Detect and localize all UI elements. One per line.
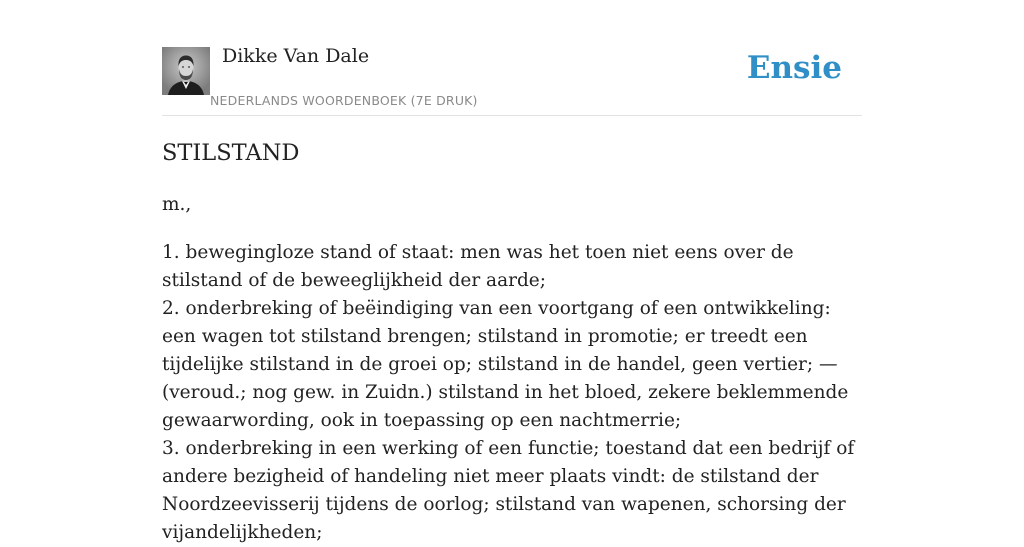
entry-title: STILSTAND: [162, 140, 300, 166]
source-avatar[interactable]: [162, 47, 210, 95]
source-header: [162, 0, 862, 116]
part-of-speech: m.,: [162, 194, 192, 215]
definition-item: 2. onderbreking of beëindiging van een voortgang of een ontwikkeling: een wagen tot stilstand brengen; stilstand in promotie; er treedt een tijdelijke stilstand in de groei op; stilstand in de handel, geen vertier; — (veroud.; nog gew. in Zuidn.) stilstand in het bloed, zekere beklemmende gewaarwording, ook in toepassing op een nachtmerrie;: [162, 298, 849, 431]
portrait-icon: [162, 47, 210, 95]
source-name[interactable]: Dikke Van Dale: [222, 45, 370, 67]
definition-item: 3. onderbreking in een werking of een functie; toestand dat een bedrijf of andere bezigheid of handeling niet meer plaats vindt: de stilstand der Noordzeevisserij tijdens de oorlog; stilstand van wapenen, schorsing der vijandelijkheden;: [162, 438, 855, 543]
definition-list: [162, 239, 866, 547]
definition-item: 1. bewegingloze stand of staat: men was het toen niet eens over de stilstand of de beweeglijkheid der aarde;: [162, 242, 794, 291]
ensie-logo-link[interactable]: Ensie: [746, 50, 842, 86]
source-subtitle: NEDERLANDS WOORDENBOEK (7E DRUK): [210, 93, 478, 108]
content-container: [162, 0, 862, 543]
